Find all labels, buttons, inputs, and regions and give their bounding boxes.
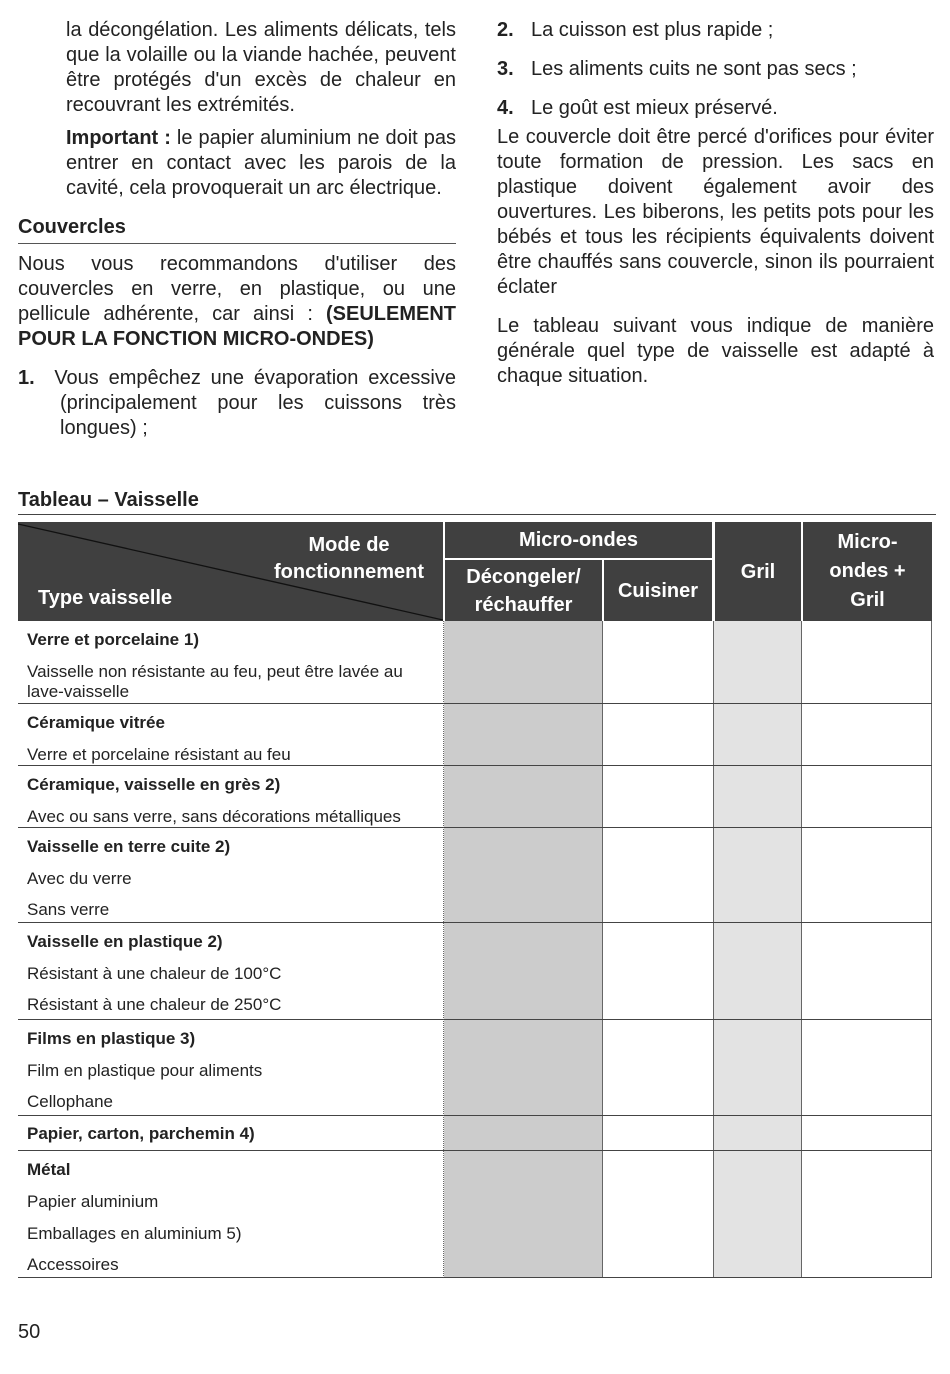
- important-paragraph: [66, 126, 456, 201]
- left-column: [18, 18, 456, 441]
- row-item: Emballages en aluminium 5): [27, 1224, 242, 1243]
- pierce-paragraph: Le couvercle doit être percé d'orifices pour éviter toute formation de pression. Les sacs en plastique doivent également avoir des ouvertures. Les biberons, les petits pots pour les bébés et tous les récipients équivalents doivent être chauffés sans couvercle, sinon ils pourraient éclater: [497, 126, 934, 298]
- header-mog-line3: Gril: [850, 589, 885, 611]
- row-item: Résistant à une chaleur de 100°C: [27, 964, 282, 983]
- important-label: Important :: [66, 127, 171, 149]
- row-item: Vaisselle non résistante au feu, peut être lavée au lave-vaisselle: [27, 662, 403, 701]
- cookware-table: [18, 522, 932, 1278]
- row-category: Céramique, vaisselle en grès 2): [27, 775, 281, 794]
- table-row: [18, 1020, 932, 1116]
- list-item-1: [18, 366, 456, 441]
- row-category: Vaisselle en terre cuite 2): [27, 837, 231, 856]
- row-item: Accessoires: [27, 1255, 119, 1274]
- list-item-1-num: 1.: [18, 367, 35, 389]
- right-column: [497, 18, 934, 389]
- row-item: Avec ou sans verre, sans décorations métalliques: [27, 807, 401, 826]
- header-microondes: Micro-ondes: [445, 522, 712, 558]
- table-row: [18, 1151, 932, 1278]
- header-decongeler-line2: réchauffer: [474, 593, 573, 616]
- row-category: Vaisselle en plastique 2): [27, 932, 223, 951]
- row-category: Verre et porcelaine 1): [27, 630, 199, 649]
- page-number: 50: [18, 1321, 41, 1343]
- header-mog-line1: Micro-: [837, 531, 898, 553]
- header-corner-cell: [18, 522, 443, 621]
- list-item-4: [497, 96, 934, 121]
- header-decongeler-line1: Décongeler/: [466, 565, 581, 588]
- row-item: Film en plastique pour aliments: [27, 1061, 263, 1080]
- row-item: Sans verre: [27, 900, 110, 919]
- lids-text: Nous vous recommandons d'utiliser des couvercles en verre, en plastique, ou une pellicule adhérente, car ainsi :: [18, 253, 456, 325]
- row-category: Papier, carton, parchemin 4): [27, 1124, 255, 1143]
- header-mog-line2: ondes +: [829, 560, 906, 582]
- row-category: Céramique vitrée: [27, 713, 165, 732]
- header-gril: Gril: [715, 522, 801, 621]
- list-item-4-num: 4.: [497, 97, 514, 119]
- row-category: Films en plastique 3): [27, 1029, 196, 1048]
- header-decongeler: [445, 560, 602, 621]
- list-item-2-num: 2.: [497, 19, 514, 41]
- header-mode-line1: Mode de: [308, 534, 390, 556]
- row-item: Papier aluminium: [27, 1192, 159, 1211]
- row-item: Verre et porcelaine résistant au feu: [27, 745, 291, 764]
- list-item-3: [497, 57, 934, 82]
- table-row: [18, 621, 932, 704]
- table-intro-paragraph: Le tableau suivant vous indique de manière générale quel type de vaisselle est adapté à chaque situation.: [497, 315, 934, 387]
- row-category: Métal: [27, 1160, 71, 1179]
- list-item-1-text: Vous empêchez une évaporation excessive (principalement pour les cuissons très longues) ;: [54, 367, 456, 439]
- section-heading: Couvercles: [18, 215, 456, 244]
- intro-block: [18, 18, 456, 201]
- row-item: Cellophane: [27, 1092, 114, 1111]
- table-row: [18, 1116, 932, 1151]
- list-item-3-num: 3.: [497, 58, 514, 80]
- table-row: [18, 828, 932, 923]
- important-text: le papier aluminium ne doit pas entrer en contact avec les parois de la cavité, cela provoquerait un arc électrique.: [66, 127, 456, 199]
- header-mode-line2: fonctionnement: [274, 561, 424, 583]
- table-title: Tableau – Vaisselle: [18, 488, 936, 515]
- lids-paragraph: [18, 252, 456, 352]
- list-item-2-text: La cuisson est plus rapide ;: [531, 19, 774, 41]
- intro-paragraph: la décongélation. Les aliments délicats, tels que la volaille ou la viande hachée, peuvent être protégés d'un excès de chaleur en recouvrant les extrémités.: [66, 19, 456, 116]
- lids-bold: (SEULEMENT POUR LA FONCTION MICRO-ONDES): [18, 303, 456, 350]
- header-type-label: Type vaisselle: [38, 587, 173, 609]
- table-row: [18, 766, 932, 828]
- table-row: [18, 923, 932, 1020]
- row-item: Résistant à une chaleur de 250°C: [27, 995, 282, 1014]
- row-item: Avec du verre: [27, 869, 132, 888]
- header-mode-label: [264, 532, 434, 586]
- list-item-4-text: Le goût est mieux préservé.: [531, 97, 778, 119]
- list-item-2: [497, 18, 934, 43]
- table-row: [18, 704, 932, 766]
- header-microondes-gril: [803, 522, 932, 621]
- list-item-3-text: Les aliments cuits ne sont pas secs ;: [531, 58, 857, 80]
- header-cuisiner: Cuisiner: [604, 560, 712, 621]
